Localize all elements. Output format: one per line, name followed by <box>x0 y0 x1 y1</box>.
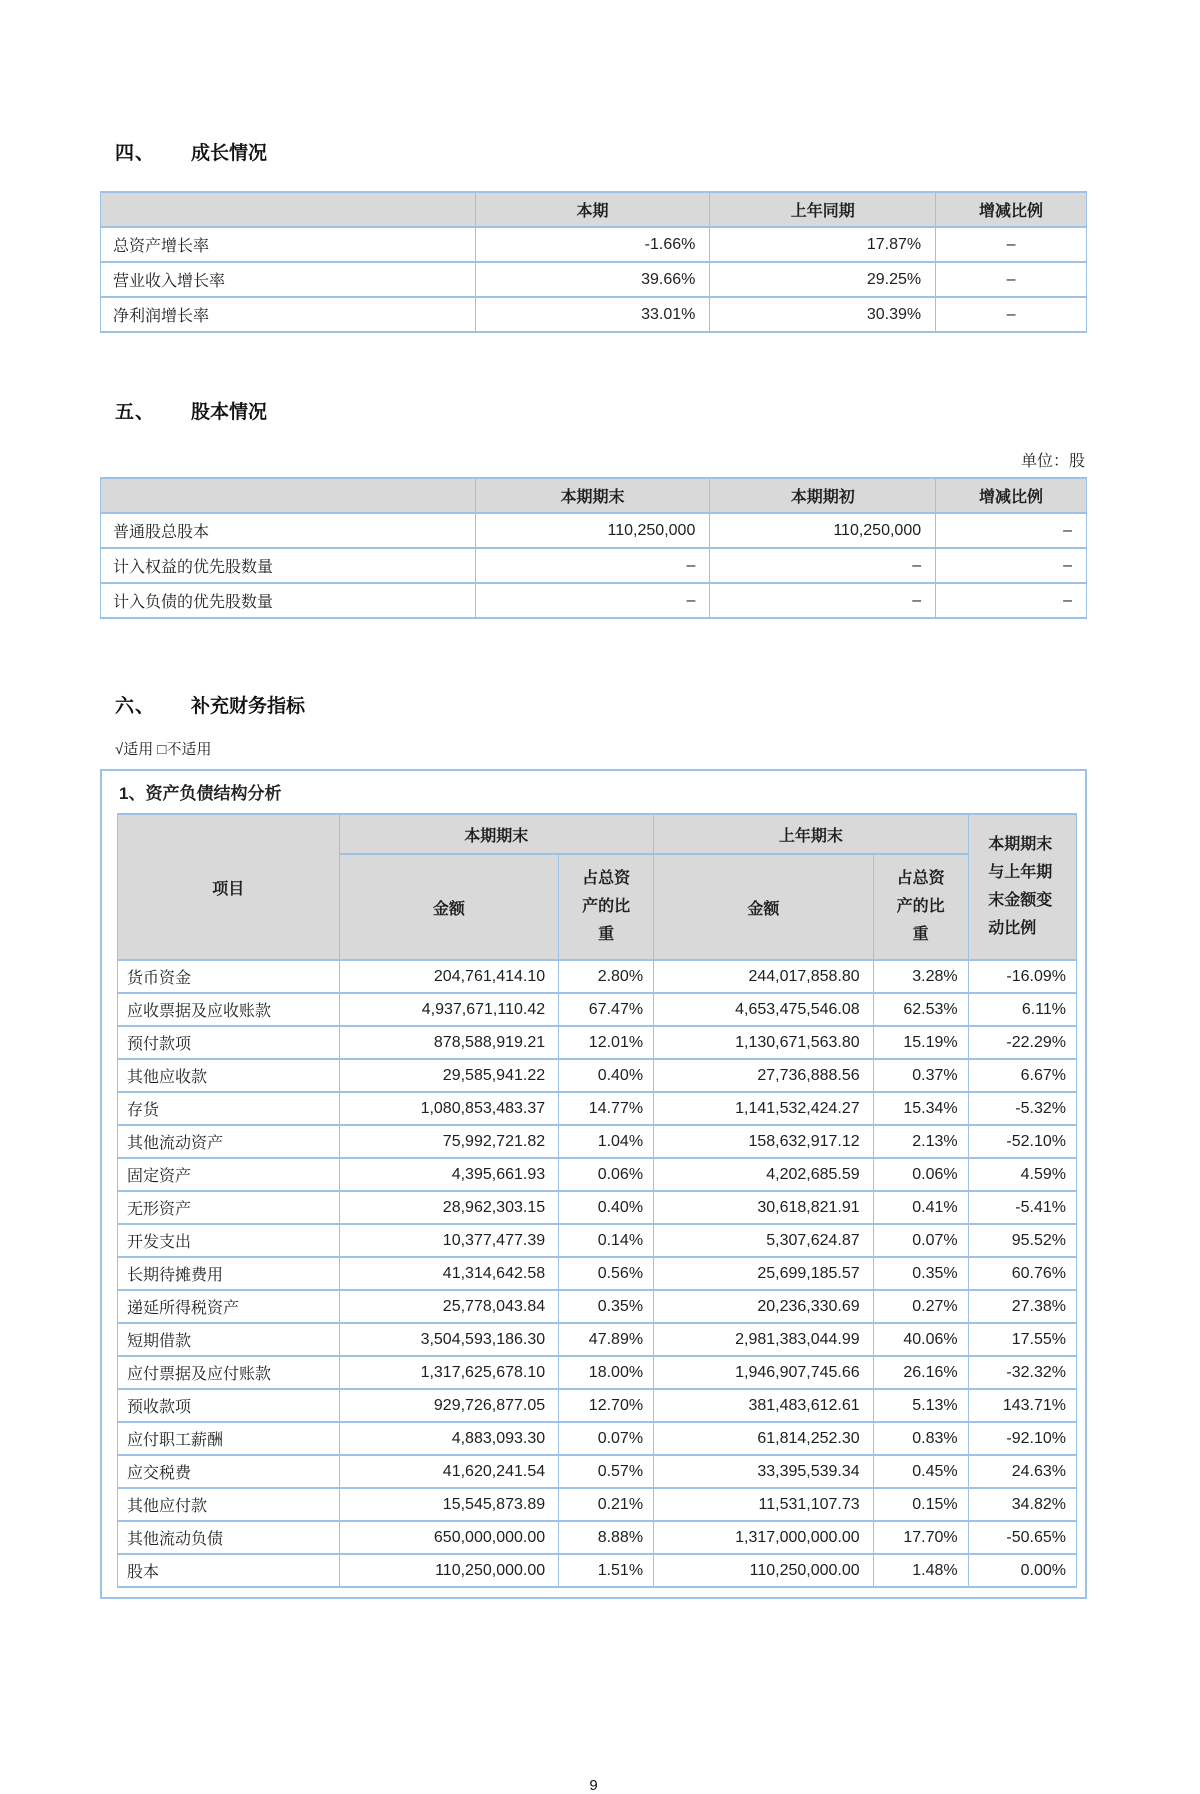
ratio-current: 8.88% <box>559 1521 654 1554</box>
change-value: – <box>936 548 1087 583</box>
section-title-text: 股本情况 <box>191 402 268 423</box>
ratio-current: 47.89% <box>559 1323 654 1356</box>
change-value: – <box>936 227 1087 262</box>
ratio-current: 0.56% <box>559 1257 654 1290</box>
ratio-prior: 3.28% <box>873 960 968 993</box>
ratio-prior: 2.13% <box>873 1125 968 1158</box>
empty-header-cell <box>101 192 476 227</box>
ratio-prior: 15.19% <box>873 1026 968 1059</box>
amount-current: 1,080,853,483.37 <box>339 1092 559 1125</box>
table-row <box>118 1290 1077 1323</box>
amount-current: 4,937,671,110.42 <box>339 993 559 1026</box>
prior-value: 29.25% <box>710 262 936 297</box>
change-ratio-header-text: 本期期末与上年期末金额变动比例 <box>988 836 1053 937</box>
ratio-current: 1.04% <box>559 1125 654 1158</box>
table-row <box>118 1323 1077 1356</box>
ratio-prior: 0.06% <box>873 1158 968 1191</box>
amount-prior: 5,307,624.87 <box>654 1224 874 1257</box>
current-value: 33.01% <box>475 297 710 332</box>
period-begin-value: – <box>710 583 936 618</box>
row-label: 普通股总股本 <box>101 513 476 548</box>
change-ratio: -32.32% <box>968 1356 1076 1389</box>
row-label: 营业收入增长率 <box>101 262 476 297</box>
analysis-box <box>100 769 1087 1599</box>
table-row <box>118 1092 1077 1125</box>
amount-prior: 33,395,539.34 <box>654 1455 874 1488</box>
amount-current: 4,883,093.30 <box>339 1422 559 1455</box>
item-label: 其他流动负债 <box>118 1521 340 1554</box>
row-label: 计入权益的优先股数量 <box>101 548 476 583</box>
ratio-prior: 17.70% <box>873 1521 968 1554</box>
column-header-change-ratio <box>968 814 1076 960</box>
group-header-row <box>118 814 1077 854</box>
column-header-ratio-prior <box>873 854 968 960</box>
item-label: 应收票据及应收账款 <box>118 993 340 1026</box>
ratio-current: 12.70% <box>559 1389 654 1422</box>
change-ratio: 6.11% <box>968 993 1076 1026</box>
balance-structure-table-body <box>118 960 1077 1587</box>
change-ratio: -5.41% <box>968 1191 1076 1224</box>
amount-current: 25,778,043.84 <box>339 1290 559 1323</box>
table-row <box>118 960 1077 993</box>
ratio-current: 0.57% <box>559 1455 654 1488</box>
section-title-text: 成长情况 <box>191 143 268 164</box>
section-growth-title <box>115 138 1087 165</box>
ratio-prior: 0.41% <box>873 1191 968 1224</box>
table-row <box>118 1488 1077 1521</box>
ratio-current: 0.07% <box>559 1422 654 1455</box>
table-row <box>118 1356 1077 1389</box>
applicability-note: √适用 □不适用 <box>115 741 212 758</box>
amount-prior: 25,699,185.57 <box>654 1257 874 1290</box>
ratio-prior: 0.07% <box>873 1224 968 1257</box>
item-label: 无形资产 <box>118 1191 340 1224</box>
change-ratio: -5.32% <box>968 1092 1076 1125</box>
period-end-value: – <box>475 583 710 618</box>
column-header-prior: 上年同期 <box>710 192 936 227</box>
item-label: 存货 <box>118 1092 340 1125</box>
item-label: 预付款项 <box>118 1026 340 1059</box>
item-label: 其他应付款 <box>118 1488 340 1521</box>
change-ratio: -92.10% <box>968 1422 1076 1455</box>
amount-prior: 27,736,888.56 <box>654 1059 874 1092</box>
table-row <box>118 1389 1077 1422</box>
item-label: 递延所得税资产 <box>118 1290 340 1323</box>
table-row <box>118 1158 1077 1191</box>
ratio-prior: 40.06% <box>873 1323 968 1356</box>
amount-current: 29,585,941.22 <box>339 1059 559 1092</box>
change-ratio: 95.52% <box>968 1224 1076 1257</box>
spacer <box>100 619 1087 691</box>
ratio-current: 67.47% <box>559 993 654 1026</box>
ratio-prior: 5.13% <box>873 1389 968 1422</box>
amount-prior: 20,236,330.69 <box>654 1290 874 1323</box>
ratio-current: 18.00% <box>559 1356 654 1389</box>
column-header-period-end: 本期期末 <box>475 478 710 513</box>
spacer <box>100 333 1087 397</box>
amount-prior: 158,632,917.12 <box>654 1125 874 1158</box>
table-row <box>118 1191 1077 1224</box>
row-label: 净利润增长率 <box>101 297 476 332</box>
column-header-ratio-current <box>559 854 654 960</box>
item-label: 预收款项 <box>118 1389 340 1422</box>
change-value: – <box>936 513 1087 548</box>
change-ratio: -22.29% <box>968 1026 1076 1059</box>
ratio-prior: 26.16% <box>873 1356 968 1389</box>
amount-current: 4,395,661.93 <box>339 1158 559 1191</box>
table-row <box>118 1521 1077 1554</box>
ratio-current: 0.06% <box>559 1158 654 1191</box>
column-header-change: 增减比例 <box>936 478 1087 513</box>
item-label: 货币资金 <box>118 960 340 993</box>
amount-current: 41,620,241.54 <box>339 1455 559 1488</box>
ratio-prior: 0.37% <box>873 1059 968 1092</box>
ratio-current: 0.35% <box>559 1290 654 1323</box>
ratio-current: 0.21% <box>559 1488 654 1521</box>
item-label: 应付职工薪酬 <box>118 1422 340 1455</box>
table-row <box>101 227 1087 262</box>
table-row <box>101 297 1087 332</box>
change-ratio: 143.71% <box>968 1389 1076 1422</box>
table-row <box>101 262 1087 297</box>
ratio-current: 12.01% <box>559 1026 654 1059</box>
column-header-change: 增减比例 <box>936 192 1087 227</box>
column-header-amount-prior: 金额 <box>654 854 874 960</box>
period-end-value: – <box>475 548 710 583</box>
ratio-current: 14.77% <box>559 1092 654 1125</box>
row-label: 总资产增长率 <box>101 227 476 262</box>
item-label: 长期待摊费用 <box>118 1257 340 1290</box>
table-row <box>118 1257 1077 1290</box>
item-label: 短期借款 <box>118 1323 340 1356</box>
amount-current: 10,377,477.39 <box>339 1224 559 1257</box>
amount-current: 204,761,414.10 <box>339 960 559 993</box>
amount-current: 15,545,873.89 <box>339 1488 559 1521</box>
table-row <box>118 1125 1077 1158</box>
ratio-current: 1.51% <box>559 1554 654 1587</box>
table-row <box>118 1059 1077 1092</box>
amount-current: 41,314,642.58 <box>339 1257 559 1290</box>
amount-current: 3,504,593,186.30 <box>339 1323 559 1356</box>
table-row <box>118 1455 1077 1488</box>
amount-current: 110,250,000.00 <box>339 1554 559 1587</box>
share-capital-table <box>100 477 1087 619</box>
prior-value: 17.87% <box>710 227 936 262</box>
ratio-current: 0.40% <box>559 1191 654 1224</box>
section-number: 五、 <box>115 402 156 423</box>
change-ratio: 0.00% <box>968 1554 1076 1587</box>
amount-prior: 61,814,252.30 <box>654 1422 874 1455</box>
period-begin-value: – <box>710 548 936 583</box>
column-header-amount-current: 金额 <box>339 854 559 960</box>
amount-prior: 1,317,000,000.00 <box>654 1521 874 1554</box>
group-header-prior-year-end: 上年期末 <box>654 814 969 854</box>
item-label: 其他应收款 <box>118 1059 340 1092</box>
section-share-capital-title <box>115 397 1087 424</box>
page-number: 9 <box>589 1777 598 1794</box>
amount-current: 28,962,303.15 <box>339 1191 559 1224</box>
amount-prior: 2,981,383,044.99 <box>654 1323 874 1356</box>
section-number: 六、 <box>115 696 156 717</box>
item-label: 固定资产 <box>118 1158 340 1191</box>
row-label: 计入负债的优先股数量 <box>101 583 476 618</box>
change-ratio: 4.59% <box>968 1158 1076 1191</box>
section-number: 四、 <box>115 143 156 164</box>
column-header-current: 本期 <box>475 192 710 227</box>
amount-prior: 1,130,671,563.80 <box>654 1026 874 1059</box>
change-ratio: -16.09% <box>968 960 1076 993</box>
table-row <box>101 583 1087 618</box>
table-row <box>101 548 1087 583</box>
item-label: 开发支出 <box>118 1224 340 1257</box>
ratio-current: 0.14% <box>559 1224 654 1257</box>
change-value: – <box>936 583 1087 618</box>
change-ratio: 24.63% <box>968 1455 1076 1488</box>
change-value: – <box>936 297 1087 332</box>
change-ratio: 34.82% <box>968 1488 1076 1521</box>
share-capital-header-row <box>101 478 1087 513</box>
amount-prior: 110,250,000.00 <box>654 1554 874 1587</box>
amount-prior: 30,618,821.91 <box>654 1191 874 1224</box>
amount-current: 650,000,000.00 <box>339 1521 559 1554</box>
amount-prior: 4,653,475,546.08 <box>654 993 874 1026</box>
ratio-prior: 62.53% <box>873 993 968 1026</box>
growth-table-header-row <box>101 192 1087 227</box>
ratio-prior: 1.48% <box>873 1554 968 1587</box>
current-value: 39.66% <box>475 262 710 297</box>
item-label: 其他流动资产 <box>118 1125 340 1158</box>
ratio-prior: 0.27% <box>873 1290 968 1323</box>
change-ratio: 6.67% <box>968 1059 1076 1092</box>
change-ratio: -52.10% <box>968 1125 1076 1158</box>
ratio-prior: 0.35% <box>873 1257 968 1290</box>
analysis-box-title: 1、资产负债结构分析 <box>119 784 282 803</box>
item-label: 股本 <box>118 1554 340 1587</box>
ratio-prior: 0.83% <box>873 1422 968 1455</box>
ratio-prior: 0.45% <box>873 1455 968 1488</box>
ratio-current: 2.80% <box>559 960 654 993</box>
amount-current: 878,588,919.21 <box>339 1026 559 1059</box>
amount-prior: 244,017,858.80 <box>654 960 874 993</box>
current-value: -1.66% <box>475 227 710 262</box>
balance-structure-table <box>117 813 1077 1588</box>
share-capital-table-body <box>101 513 1087 618</box>
prior-value: 30.39% <box>710 297 936 332</box>
change-ratio: 27.38% <box>968 1290 1076 1323</box>
ratio-current: 0.40% <box>559 1059 654 1092</box>
change-ratio: -50.65% <box>968 1521 1076 1554</box>
change-ratio: 17.55% <box>968 1323 1076 1356</box>
growth-table <box>100 191 1087 333</box>
period-end-value: 110,250,000 <box>475 513 710 548</box>
amount-current: 75,992,721.82 <box>339 1125 559 1158</box>
table-row <box>118 993 1077 1026</box>
amount-prior: 1,946,907,745.66 <box>654 1356 874 1389</box>
section-title-text: 补充财务指标 <box>191 696 306 717</box>
ratio-prior: 15.34% <box>873 1092 968 1125</box>
table-row <box>118 1554 1077 1587</box>
table-row <box>118 1422 1077 1455</box>
item-label: 应交税费 <box>118 1455 340 1488</box>
table-row <box>118 1026 1077 1059</box>
amount-prior: 381,483,612.61 <box>654 1389 874 1422</box>
amount-prior: 1,141,532,424.27 <box>654 1092 874 1125</box>
group-header-current-period-end: 本期期末 <box>339 814 654 854</box>
item-label: 应付票据及应付账款 <box>118 1356 340 1389</box>
amount-current: 1,317,625,678.10 <box>339 1356 559 1389</box>
change-value: – <box>936 262 1087 297</box>
ratio-header-text: 占总资产的比重 <box>896 870 945 943</box>
table-row <box>118 1224 1077 1257</box>
ratio-header-text: 占总资产的比重 <box>582 870 631 943</box>
unit-note: 单位：股 <box>1020 453 1085 470</box>
ratio-prior: 0.15% <box>873 1488 968 1521</box>
table-row <box>101 513 1087 548</box>
amount-prior: 11,531,107.73 <box>654 1488 874 1521</box>
column-header-item: 项目 <box>118 814 340 960</box>
amount-prior: 4,202,685.59 <box>654 1158 874 1191</box>
growth-table-body <box>101 227 1087 332</box>
empty-header-cell <box>101 478 476 513</box>
period-begin-value: 110,250,000 <box>710 513 936 548</box>
section-supplementary-title <box>115 691 1087 718</box>
change-ratio: 60.76% <box>968 1257 1076 1290</box>
column-header-period-begin: 本期期初 <box>710 478 936 513</box>
amount-current: 929,726,877.05 <box>339 1389 559 1422</box>
